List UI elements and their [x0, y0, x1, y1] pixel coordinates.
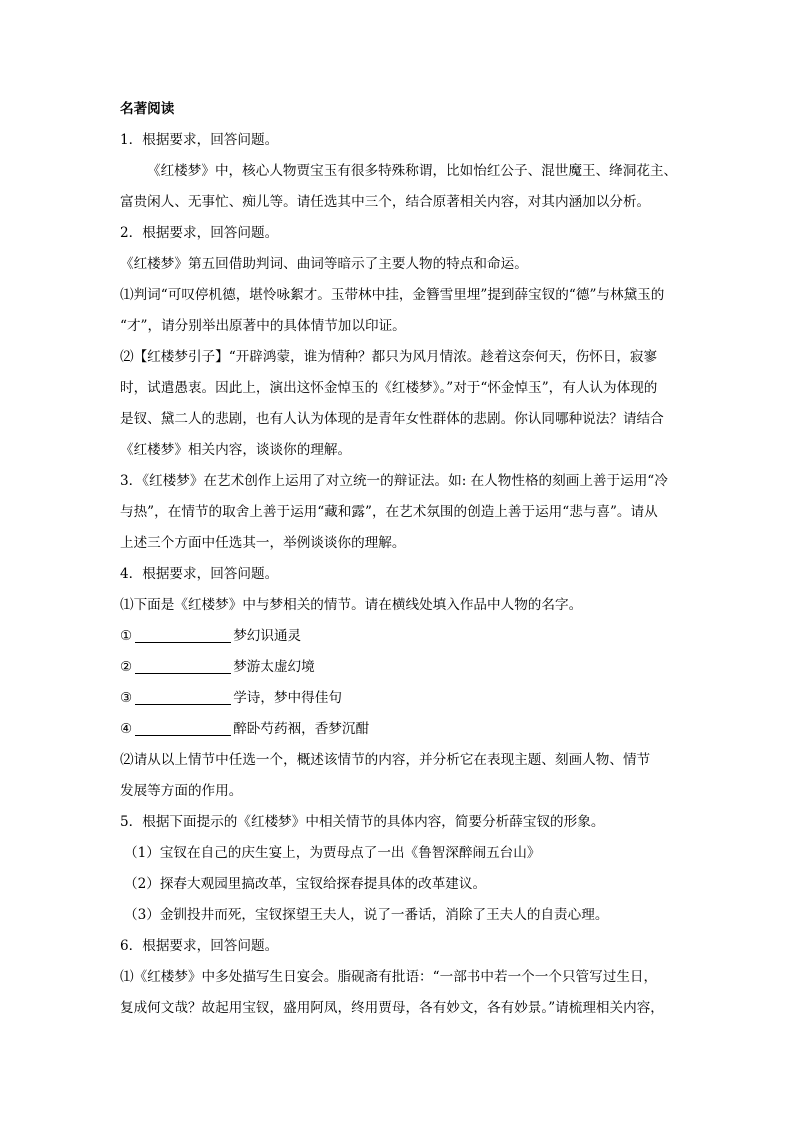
q2-part1-line: ⑴判词“可叹停机德，堪怜咏絮才。玉带林中挂，金簪雪里埋”提到薛宝钗的“德”与林黛玉的	[120, 287, 665, 303]
circled-number: ④	[120, 721, 133, 737]
q5-stem: 5．根据下面提示的《红楼梦》中相关情节的具体内容，简要分析薛宝钗的形象。	[120, 814, 605, 830]
q5-item: （2）探春大观园里搞改革，宝钗给探春提具体的改革建议。	[124, 876, 487, 892]
q2-part2-line: ⑵【红楼梦引子】“开辟鸿蒙，谁为情种？都只为风月情浓。趁着这奈何天，伤怀日，寂寥	[120, 349, 658, 365]
answer-blank[interactable]	[135, 659, 231, 674]
circled-number: ①	[120, 628, 133, 644]
answer-blank[interactable]	[135, 690, 231, 705]
q4-part2-line: ⑵请从以上情节中任选一个，概述该情节的内容，并分析它在表现主题、刻画人物、情节	[120, 752, 651, 768]
q6-part1-line: ⑴《红楼梦》中多处描写生日宴会。脂砚斋有批语：“一部书中若一个一个只管写过生日，	[120, 969, 658, 985]
q2-part1-line: “才”，请分别举出原著中的具体情节加以印证。	[120, 318, 406, 334]
q3-body-line: 与热”，在情节的取舍上善于运用“藏和露”，在艺术氛围的创造上善于运用“悲与喜”。请从	[120, 504, 658, 520]
blank-plot-text: 学诗，梦中得佳句	[233, 690, 342, 706]
circled-number: ②	[120, 659, 133, 675]
q4-blank-row	[120, 652, 686, 683]
q4-part1: ⑴下面是《红楼梦》中与梦相关的情节。请在横线处填入作品中人物的名字。	[120, 597, 583, 613]
section-heading: 名著阅读	[120, 101, 175, 117]
q5-item: （3）金钏投井而死，宝钗探望王夫人，说了一番话，消除了王夫人的自责心理。	[124, 907, 609, 923]
q1-body-line: 富贵闲人、无事忙、痴儿等。请任选其中三个，结合原著相关内容，对其内涵加以分析。	[120, 194, 651, 210]
q3-body-line: 3．《红楼梦》在艺术创作上运用了对立统一的辩证法。如: 在人物性格的刻画上善于运用“冷	[120, 473, 668, 489]
q4-stem: 4．根据要求，回答问题。	[120, 566, 279, 582]
circled-number: ③	[120, 690, 133, 706]
q3-body-line: 上述三个方面中任选其一，举例谈谈你的理解。	[120, 535, 406, 551]
q2-part2-line: 《红楼梦》相关内容，谈谈你的理解。	[120, 442, 352, 458]
q2-stem: 2．根据要求，回答问题。	[120, 225, 279, 241]
q2-part2-line: 时，试遣愚衷。因此上，演出这怀金悼玉的《红楼梦》。”对于“怀金悼玉”，有人认为体现的	[120, 380, 658, 396]
q2-intro: 《红楼梦》第五回借助判词、曲词等暗示了主要人物的特点和命运。	[120, 256, 528, 272]
q4-blank-row	[120, 714, 686, 745]
answer-blank[interactable]	[135, 628, 231, 643]
q5-item: （1）宝钗在自己的庆生宴上，为贾母点了一出《鲁智深醉闹五台山》	[124, 845, 541, 861]
q1-stem: 1．根据要求，回答问题。	[120, 132, 279, 148]
q4-part2-line: 发展等方面的作用。	[120, 783, 243, 799]
document-content	[120, 94, 686, 1024]
q2-part2-line: 是钗、黛二人的悲剧，也有人认为体现的是青年女性群体的悲剧。你认同哪种说法？请结合	[120, 411, 664, 427]
blank-plot-text: 醉卧芍药裀，香梦沉酣	[233, 721, 370, 737]
q6-part1-line: 复成何文哉？故起用宝钗，盛用阿凤，终用贾母，各有妙文，各有妙景。”请梳理相关内容，	[120, 1000, 664, 1016]
answer-blank[interactable]	[135, 721, 231, 736]
q6-stem: 6．根据要求，回答问题。	[120, 938, 279, 954]
q1-body-line: 《红楼梦》中，核心人物贾宝玉有很多特殊称谓，比如怡红公子、混世魔王、绛洞花主、	[147, 163, 678, 179]
blank-plot-text: 梦游太虚幻境	[233, 659, 315, 675]
blank-plot-text: 梦幻识通灵	[233, 628, 302, 644]
q4-blank-row	[120, 621, 686, 652]
q4-blank-row	[120, 683, 686, 714]
